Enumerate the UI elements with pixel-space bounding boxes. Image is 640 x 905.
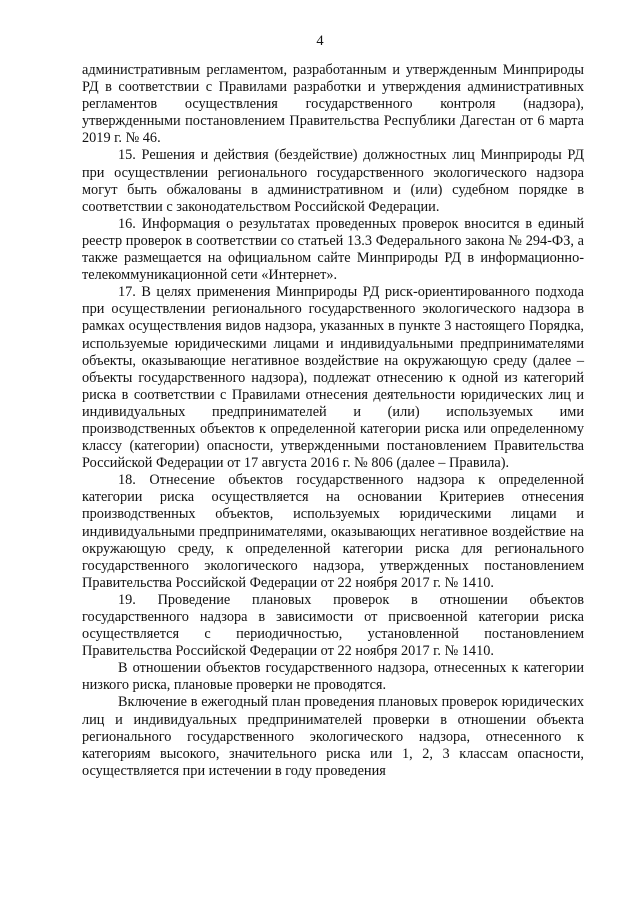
paragraph-19: 19. Проведение плановых проверок в отношении объектов государственного надзора в зависимости от присвоенной категории риска осуществляется с периодичностью, установленной постановлением Правительства Российской Федерации от 22 ноября 2017 г. № 1410. bbox=[82, 591, 584, 660]
page-number: 4 bbox=[316, 33, 324, 49]
paragraph-15: 15. Решения и действия (бездействие) должностных лиц Минприроды РД при осуществлении регионального государственного экологического надзора могут быть обжалованы в административном и (или) судебном порядке в соответствии с законодательством Российской Федерации. bbox=[82, 147, 584, 215]
paragraph-16: 16. Информация о результатах проведенных проверок вносится в единый реестр проверок в соответствии со статьей 13.3 Федерального закона № 294-ФЗ, а также размещается на официальном сайте Минприроды РД в информационно-телекоммуникационной сети «Интернет». bbox=[82, 215, 584, 284]
paragraph-17: 17. В целях применения Минприроды РД риск-ориентированного подхода при осуществлении регионального государственного экологического надзора в рамках осуществления видов надзора, указанных в пункте 3 настоящего Порядка, используемые юридическими лицами и индивидуальными предпринимателями объекты, оказывающие негативное воздействие на окружающую среду (далее – объекты государственного надзора), подлежат отнесению к одной из категорий риска в соответствии с Правилами отнесения деятельности юридических лиц и индивидуальных предпринимателей и (или) используемых ими производственных объектов к определенной категории риска или определенному классу (категории) опасности, утвержденными постановлением Правительства Российской Федерации от 17 августа 2016 г. № 806 (далее – Правила). bbox=[82, 284, 584, 472]
paragraph-low-risk: В отношении объектов государственного надзора, отнесенных к категории низкого риска, плановые проверки не проводятся. bbox=[82, 660, 584, 694]
document-body bbox=[82, 62, 584, 780]
paragraph-18: 18. Отнесение объектов государственного надзора к определенной категории риска осуществляется на основании Критериев отнесения производственных объектов, используемых юридическими лицами и индивидуальными предпринимателями, оказывающих негативное воздействие на окружающую среду, к определенной категории риска для регионального государственного экологического надзора, утвержденных постановлением Правительства Российской Федерации от 22 ноября 2017 г. № 1410. bbox=[82, 472, 584, 591]
paragraph-continuation: административным регламентом, разработанным и утвержденным Минприроды РД в соответствии с Правилами разработки и утверждения административных регламентов осуществления государственного контроля (надзора), утвержденными постановлением Правительства Республики Дагестан от 6 марта 2019 г. № 46. bbox=[82, 62, 584, 147]
paragraph-inclusion: Включение в ежегодный план проведения плановых проверок юридических лиц и индивидуальных предпринимателей проверки в отношении объекта регионального государственного экологического надзора, отнесенного к категориям высокого, значительного риска или 1, 2, 3 классам опасности, осуществляется при истечении в году проведения bbox=[82, 694, 584, 779]
